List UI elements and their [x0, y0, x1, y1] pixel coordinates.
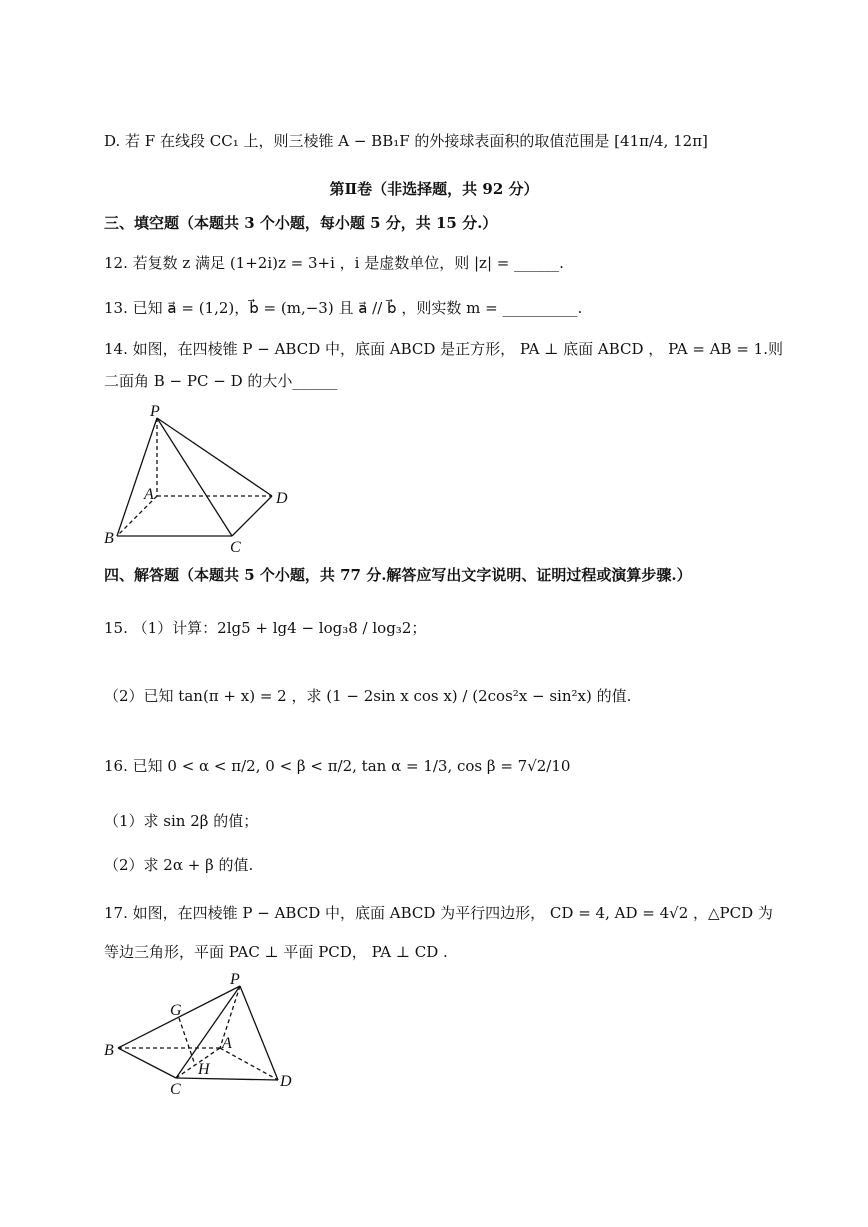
question-16-part-1: （1）求 sin 2β 的值；	[104, 812, 259, 830]
section-4-title: 四、解答题（本题共 5 个小题，共 77 分.解答应写出文字说明、证明过程或演算步骤.）	[104, 566, 692, 584]
label-h: H	[198, 1061, 210, 1078]
part-2-title: 第Ⅱ卷（非选择题，共 92 分）	[329, 180, 539, 198]
question-15-part-1: 15. （1）计算：2lg5 + lg4 − log₃8 / log₃2；	[104, 619, 427, 637]
label-c: C	[230, 539, 241, 556]
question-14-line-1: 14. 如图，在四棱锥 P − ABCD 中，底面 ABCD 是正方形， PA ⊥ 底面 ABCD ， PA = AB = 1.则	[104, 340, 783, 358]
label-a: A	[144, 486, 154, 503]
label-c: C	[170, 1081, 181, 1098]
option-d: D. 若 F 在线段 CC₁ 上，则三棱锥 A − BB₁F 的外接球表面积的取值范围是 [41π/4, 12π]	[104, 132, 708, 150]
question-12: 12. 若复数 z 满足 (1+2i)z = 3+i ，i 是虚数单位，则 |z| = ______.	[104, 254, 564, 272]
question-17-line-2: 等边三角形，平面 PAC ⊥ 平面 PCD， PA ⊥ CD .	[104, 943, 448, 961]
label-b: B	[104, 530, 114, 547]
figure-17-pyramid	[100, 968, 300, 1098]
label-a: A	[222, 1035, 232, 1052]
label-p: P	[230, 971, 240, 988]
label-d: D	[276, 490, 288, 507]
section-3-title: 三、填空题（本题共 3 个小题，每小题 5 分，共 15 分.）	[104, 214, 498, 232]
question-15-part-2: （2）已知 tan(π + x) = 2 ，求 (1 − 2sin x cos x) / (2cos²x − sin²x) 的值.	[104, 687, 632, 705]
question-17-line-1: 17. 如图，在四棱锥 P − ABCD 中，底面 ABCD 为平行四边形， CD = 4, AD = 4√2 ，△PCD 为	[104, 904, 773, 922]
figure-14-pyramid	[100, 398, 300, 558]
question-16: 16. 已知 0 < α < π/2, 0 < β < π/2, tan α = 1/3, cos β = 7√2/10	[104, 757, 571, 775]
question-16-part-2: （2）求 2α + β 的值.	[104, 856, 254, 874]
label-p: P	[150, 403, 160, 420]
question-14-line-2: 二面角 B − PC − D 的大小______	[104, 372, 338, 390]
label-b: B	[104, 1042, 114, 1059]
label-g: G	[170, 1002, 182, 1019]
label-d: D	[280, 1073, 292, 1090]
question-13: 13. 已知 a⃗ = (1,2)，b⃗ = (m,−3) 且 a⃗ // b⃗ ，则实数 m = __________.	[104, 299, 583, 317]
